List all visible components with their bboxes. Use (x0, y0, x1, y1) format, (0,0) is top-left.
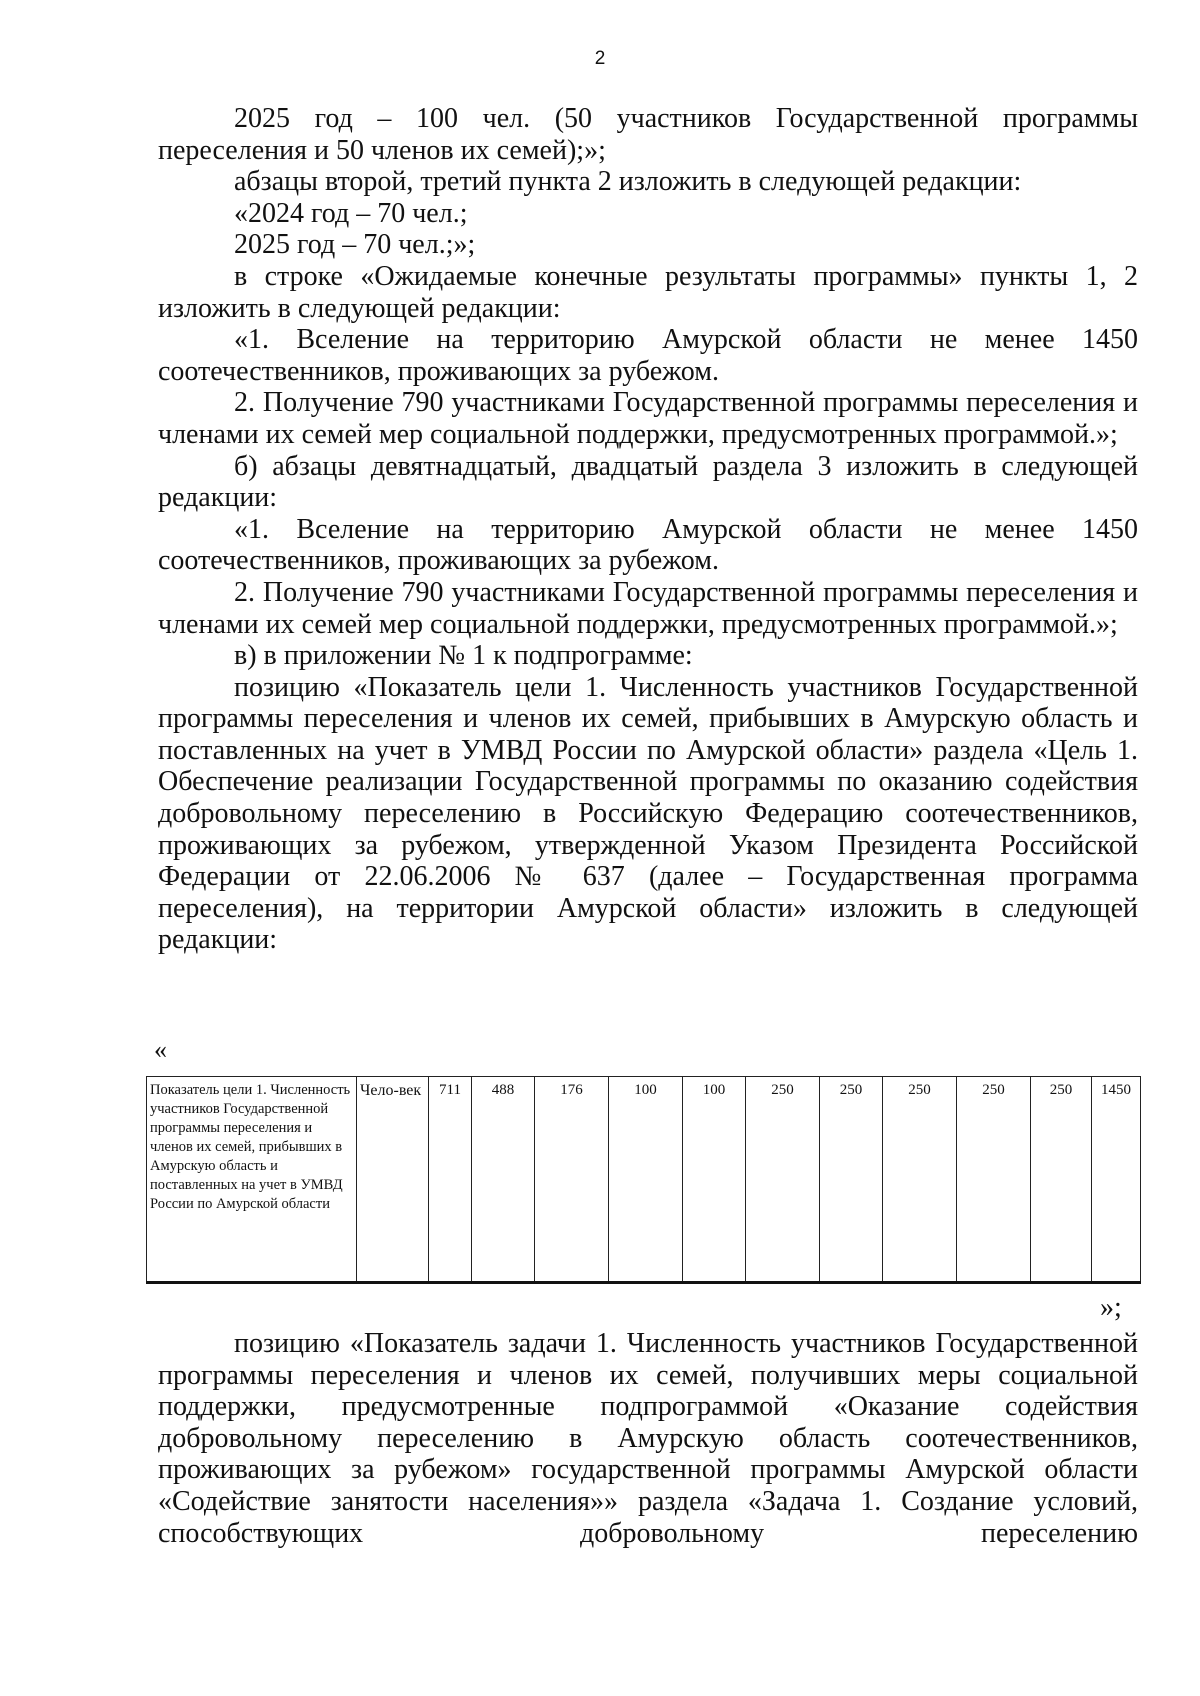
value-cell: 711 (429, 1077, 472, 1283)
value-cell: 488 (472, 1077, 535, 1283)
value-cell: 100 (609, 1077, 683, 1283)
paragraph-result-1: «1. Вселение на территорию Амурской области не менее 1450 соотечественников, проживающих за рубежом. (158, 324, 1138, 387)
value-cell: 250 (957, 1077, 1031, 1283)
paragraph-result-2: 2. Получение 790 участниками Государственной программы переселения и членами их семей мер социальной поддержки, предусмотренных программой.»; (158, 387, 1138, 450)
value-cell: 100 (683, 1077, 746, 1283)
top-text-block (158, 103, 1138, 956)
table-close-quote: »; (1100, 1292, 1122, 1323)
paragraph-position-goal-1: позицию «Показатель цели 1. Численность участников Государственной программы переселения и членов их семей, прибывших в Амурскую область и поставленных на учет в УМВД России по Амурской области» раздела «Цель 1. Обеспечение реализации Государственной программы по оказанию содействия добровольному переселению в Российскую Федерацию соотечественников, проживающих за рубежом, утвержденной Указом Президента Российской Федерации от 22.06.2006 № 637 (далее – Государственная программа переселения), на территории Амурской области» изложить в следующей редакции: (158, 671, 1138, 956)
value-cell: 250 (883, 1077, 957, 1283)
paragraph-appendix-1: в) в приложении № 1 к подпрограмме: (234, 640, 693, 672)
value-cell: 250 (746, 1077, 820, 1283)
table-row (147, 1077, 1141, 1283)
value-cell: 176 (535, 1077, 609, 1283)
value-cell: 250 (1031, 1077, 1092, 1283)
paragraph-section-3-result-2: 2. Получение 790 участниками Государственной программы переселения и членами их семей мер социальной поддержки, предусмотренных программой.»; (158, 576, 1138, 640)
paragraph-section-3-result-1: «1. Вселение на территорию Амурской области не менее 1450 соотечественников, проживающих за рубежом. (158, 513, 1138, 577)
paragraph-amend-point-2: абзацы второй, третий пункта 2 изложить в следующей редакции: (234, 166, 1022, 198)
table-open-quote: « (154, 1035, 167, 1064)
paragraph-section-3: б) абзацы девятнадцатый, двадцатый раздела 3 изложить в следующей редакции: (158, 450, 1138, 514)
page-number: 2 (594, 48, 606, 69)
paragraph-expected-results: в строке «Ожидаемые конечные результаты программы» пункты 1, 2 изложить в следующей редакции: (158, 260, 1138, 324)
paragraph-2024: «2024 год – 70 чел.; (234, 197, 468, 229)
value-cell: 250 (820, 1077, 883, 1283)
indicator-table (146, 1076, 1141, 1284)
paragraph-2025: 2025 год – 70 чел.;»; (234, 229, 476, 261)
indicator-name-cell: Показатель цели 1. Численность участников Государственной программы переселения и членов их семей, прибывших в Амурскую область и поставленных на учет в УМВД России по Амурской области (147, 1077, 357, 1283)
paragraph-position-task-1: позицию «Показатель задачи 1. Численность участников Государственной программы переселения и членов их семей, получивших меры социальной поддержки, предусмотренные подпрограммой «Оказание содействия добровольному переселению в Амурскую область соотечественников, проживающих за рубежом» государственной программы Амурской области «Содействие занятости населения»» раздела «Задача 1. Создание условий, способствующих добровольному переселению (158, 1328, 1138, 1549)
total-value-cell: 1450 (1092, 1077, 1141, 1283)
paragraph-2025-quota: 2025 год – 100 чел. (50 участников Государственной программы переселения и 50 членов их семей);»; (158, 103, 1138, 166)
unit-cell: Чело-век (357, 1077, 429, 1283)
bottom-text-block (158, 1328, 1138, 1549)
